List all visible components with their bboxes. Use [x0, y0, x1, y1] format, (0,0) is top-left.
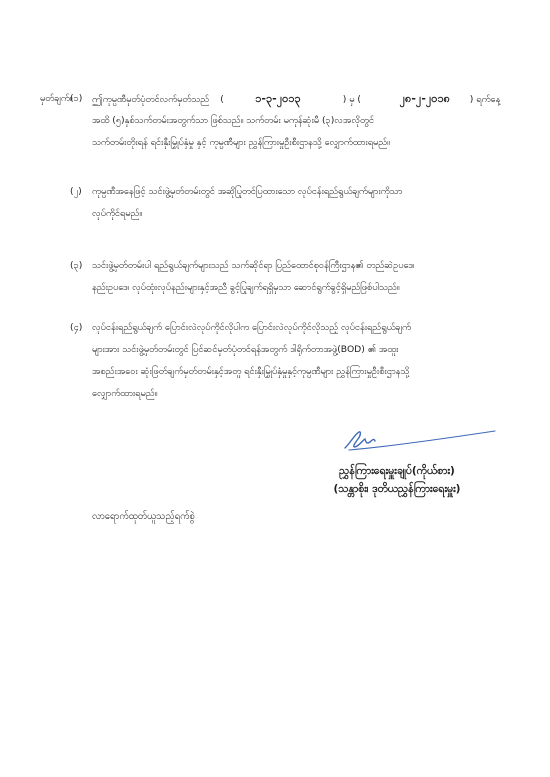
date-separator: ) မှ (: [342, 94, 362, 105]
note-line: သက်တမ်းတိုးရန် ရင်းနှီးမြှုပ်နှံမှု နှင့် ကုမ္ပဏီများ ညွှန်ကြားမှုဦးစီးဌာနသို့ လျှောက်ထားရမည်။: [92, 137, 390, 148]
note-number: (၃): [70, 260, 83, 271]
note-line: [92, 93, 500, 106]
valid-from-date: ၁-၃-၂၀၁၃: [255, 92, 301, 105]
note-line: လုပ်ငန်းရည်ရွယ်ချက် ပြောင်းလဲလုပ်ကိုင်လိုပါက ပြောင်းလဲလုပ်ကိုင်လိုသည့် လုပ်ငန်းရည်ရွယ်ချက်: [92, 322, 411, 333]
paren-open: (: [220, 94, 224, 105]
signature-block: [292, 462, 502, 498]
handwritten-signature: [325, 420, 500, 460]
note-number: (၄): [70, 322, 83, 333]
note-line: သင်းဖွဲ့မှတ်တမ်းပါ ရည်ရွယ်ချက်များသည် သက်ဆိုင်ရာ ပြည်ထောင်စုဝန်ကြီးဌာန၏ တည်ဆဲဥပဒေ၊: [92, 260, 415, 271]
note-text: ) ရက်နေ့: [469, 94, 501, 105]
note-line: များအား သင်းဖွဲ့မှတ်တမ်းတွင် ပြင်ဆင်မှတ်ပုံတင်ရန်အတွက် ဒါရိုက်တာအဖွဲ့(BOD) ၏ အထူး: [92, 344, 399, 355]
note-number: (၂): [70, 186, 82, 197]
note-text: ဤကုမ္ပဏီမှတ်ပုံတင်လက်မှတ်သည်: [92, 94, 210, 105]
notes-label: မှတ်ချက်။: [40, 93, 73, 104]
collection-date-label: လာရောက်ထုတ်ယူသည့်ရက်စွဲ: [92, 511, 195, 522]
note-number: (၁): [70, 93, 83, 104]
note-line: လျှောက်ထားရမည်။: [92, 388, 158, 399]
signatory-name: (သန္တာစိုး၊ ဒုတိယညွှန်ကြားရေးမှူး): [333, 483, 461, 495]
note-line: ကုမ္ပဏီအနေဖြင့် သင်းဖွဲ့မှတ်တမ်းတွင် အဆိုပြုတင်ပြထားသော လုပ်ငန်းရည်ရွယ်ချက်များကိုသာ: [92, 186, 403, 197]
signatory-title: ညွှန်ကြားရေးမှူးချုပ်(ကိုယ်စား): [339, 465, 455, 477]
note-line: အထိ (၅)နှစ်သက်တမ်းအတွက်သာ ဖြစ်သည်။ သက်တမ်း မကုန်ဆုံးမီ (၃)လအလိုတွင်: [92, 115, 375, 126]
note-line: နည်းဥပဒေ၊ လုပ်ထုံးလုပ်နည်းများနှင့်အညီ ခွင့်ပြုချက်ရရှိမှသာ ဆောင်ရွက်ခွင့်ရှိမည်ဖြစ်ပါသည်။: [92, 282, 400, 293]
valid-to-date: ၂၈-၂-၂၀၁၈: [399, 92, 450, 105]
note-line: အစည်းအဝေး ဆုံးဖြတ်ချက်မှတ်တမ်းနှင့်အတူ ရင်းနှီးမြှုပ်နှံမှုနှင့်ကုမ္ပဏီများ ညွှန်ကြားမှုဦးစီးဌာနသို့: [92, 366, 410, 377]
note-line: လုပ်ကိုင်ရမည်။: [92, 208, 143, 219]
